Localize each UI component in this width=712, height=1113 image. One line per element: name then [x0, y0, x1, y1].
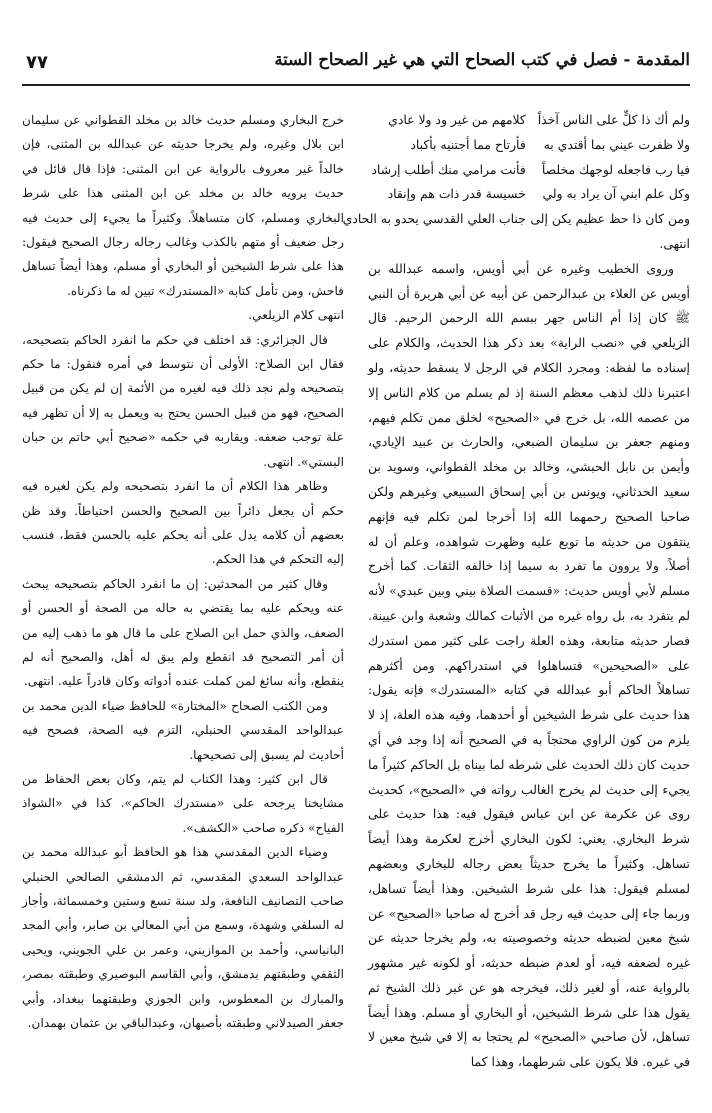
running-header — [22, 44, 690, 78]
header-rule — [22, 84, 690, 86]
body-paragraph: خرج البخاري ومسلم حديث خالد بن مخلد القطواني عن سليمان ابن بلال وغيره، ولم يخرجا حديثه عن عبدالله بن المثنى، فإن خالداً غير معروف بالرواية عن ابن المثنى: فإذا قال قائل في حديث يرويه خالد بن مخلد عن ابن المثنى هذا على شرط البخاري ومسلم، كان متساهلاً. وكثيراً ما يجيء إلى حديث فيه رجل ضعيف أو متهم بالكذب وغالب رجاله رجال الصحيح فيقول: هذا على شرط الشيخين أو البخاري أو مسلم، وهذا أيضاً تساهل فاحش، ومن تأمل كتابه «المستدرك» تبين له ما ذكرناه. — [22, 113, 344, 298]
poem-verse — [368, 182, 690, 207]
quote-end-note: انتهى كلام الزيلعي. — [248, 308, 344, 323]
body-paragraph: وقال كثير من المحدثين: إن ما انفرد الحاكم بتصحيحه يبحث عنه ويحكم عليه بما يقتضي به حاله من الصحة أو الحسن أو الضعف، والذي حمل ابن الصلاح على ما قال هو ما ذهب إليه من أن أمر التصحيح قد انقطع ولم يبق له أهل، والصحيح أنه لم ينقطع، وأنه سائغ لمن كملت عنده أدواته وكان قادراً عليه. انتهى. — [22, 576, 344, 689]
left-column — [22, 108, 344, 1079]
verse-second-hemistich: جناب العلي القدسي يحدو به الحادي — [342, 211, 526, 227]
verse-first-hemistich: ولا ظفرت عيني بما أقتدي به — [543, 136, 690, 152]
body-paragraph: قال الجزائري: قد اختلف في حكم ما انفرد الحاكم بتصحيحه، فقال ابن الصلاح: الأولى أن نتوسط في أمره فنقول: ما حكم بتصحيحه ولم نجد ذلك فيه لغيره من الأئمة إن لم يكن من قبيل الصحيح، فهو من قبيل الحسن يحتج به ويعمل به إلا أن تظهر فيه علة توجب ضعفه. ويقاربه في حكمه «صحيح أبي حاتم بن حبان البستي». انتهى. — [22, 332, 344, 469]
body-paragraph: ومن الكتب الصحاح «المختارة» للحافظ ضياء الدين محمد بن عبدالواحد المقدسي الحنبلي، التزم فيه الصحة، فصحح فيه أحاديث لم يسبق إلى تصحيحها. — [22, 698, 344, 762]
poem-verse — [368, 133, 690, 158]
verse-first-hemistich: ومن كان ذا حظ عظيم يكن إلى — [530, 211, 690, 227]
poem-verse — [342, 207, 690, 232]
verse-second-hemistich: فأرتاح مما أجتنيه بأكباد — [410, 136, 526, 152]
verse-second-hemistich: كلامهم من غير ود ولا عادي — [388, 112, 526, 127]
verse-first-hemistich: وكل علم ابني آن يراد به ولي — [542, 186, 690, 202]
right-column — [342, 108, 690, 1079]
poem — [342, 108, 690, 232]
body-paragraph: وروى الخطيب وغيره عن أبي أويس، واسمه عبدالله بن أويس عن العلاء بن عبدالرحمن عن أبيه عن أبي هريرة أن النبي ﷺ كان إذا أم الناس جهر ببسم الله الرحمن الرحيم. قال الزيلعي في «نصب الراية» بعد ذكر هذا الحديث، والكلام على إسناده ما لفظه: ومجرد الكلام في الرجل لا يسقط حديثه، ولو اعتبرنا ذلك لذهب معظم السنة إذ لم يسلم من كلام الناس إلا من عصمه الله، بل خرج في «الصحيح» لخلق ممن تكلم فيهم، ومنهم جعفر بن سليمان الضبعي، والحارث بن عبيد الإيادي، وأيمن بن نابل الحبشي، وخالد بن مخلد القطواني، وسويد بن سعيد الحدثاني، ويونس بن أبي إسحاق السبيعي وغيرهم ولكن صاحبا الصحيح رحمهما الله إذا أخرجا لمن تكلم فيه فإنهم ينتقون من حديثه ما توبع عليه وظهرت شواهده، وعلم أن له أصلاً. ولا يروون ما تفرد به سيما إذا خالفه الثقات. كما أخرج مسلم لأبي أويس حديث: «قسمت الصلاة بيني وبين عبدي» لأنه لم يتفرد به، بل رواه غيره من الأثبات كمالك وشعبة وابن عيينة. فصار حديثه متابعة، وهذه العلة راجت على كثير ممن استدرك على «الصحيحين» فتساهلوا في استدراكهم. ومن أكثرهم تساهلاً الحاكم أبو عبدالله في كتابه «المستدرك» فإنه يقول: هذا حديث على شرط الشيخين أو أحدهما، وفيه هذه العلة، إذ لا يلزم من كون الراوي محتجاً به في الصحيح أنه إذا وجد في أي حديث كان ذلك الحديث على شرطه لما بيناه بل الحاكم كثيراً ما يجيء إلى حديث لم يخرج الغالب رواته في «الصحيح»، كحديث روى عن عكرمة عن ابن عباس فيقول فيه: هذا حديث على شرط البخاري. يعني: لكون البخاري أخرج لعكرمة وهذا أيضاً تساهل. وكثيراً ما يخرج حديثاً بعض رجاله للبخاري وبعضهم لمسلم فيقول: هذا على شرط الشيخين. وهذا أيضاً تساهل، وربما جاء إلى حديث فيه رجل قد أخرج له صاحبا «الصحيح» عن شيخ معين لضبطه حديثه وخصوصيته به، ولم يخرجا حديثه عن غيره لضعفه فيه، أو لعدم ضبطه حديثه، أو لكونه غير مشهور بالرواية عنه، أو لغير ذلك، فيخرجه هو عن غير ذلك الشيخ ثم يقول هذا على شرط الشيخين، أو البخاري أو مسلم. وهذا أيضاً تساهل، لأن صاحبي «الصحيح» لم يحتجا به إلا في شيخ معين لا في غيره. فلا يكون على شرطهما، وهذا كما — [368, 260, 690, 1070]
poem-end-note: انتهى. — [659, 235, 690, 251]
verse-first-hemistich: فيا رب فاجعله لوجهك مخلصاً — [541, 161, 690, 177]
verse-first-hemistich: ولم أك ذا كلٍّ على الناس آخذاً — [537, 112, 690, 127]
page-number: ٧٧ — [26, 52, 48, 73]
verse-second-hemistich: فأنت مرامي منك أطلب إرشاد — [371, 161, 526, 177]
poem-verse — [368, 108, 690, 133]
body-paragraph: قال ابن كثير: وهذا الكتاب لم يتم، وكان بعض الحفاظ من مشايخنا يرجحه على «مستدرك الحاكم». كذا في «الشواذ الفياح» ذكره صاحب «الكشف». — [22, 771, 344, 835]
poem-verse — [368, 158, 690, 183]
verse-second-hemistich: خسيسة قدر ذات هم وإنقاد — [387, 186, 526, 202]
body-paragraph: وضياء الدين المقدسي هذا هو الحافظ أبو عبدالله محمد بن عبدالواحد السعدي المقدسي، ثم الدمشقي الصالحي الحنبلي صاحب التصانيف النافعة، ولد سنة تسع وستين وخمسمائة، وأجاز له السلفي وشهدة، وسمع من أبي المعالي بن صابر، وأبي المجد البانياسي، وأحمد بن الموازيني، وعمر بن علي الجويني، ويحيى الثقفي وطبقتهم بدمشق، وأبي القاسم البوصيري وطبقته بمصر، والمبارك بن المعطوس، وابن الجوزي وطبقتهما ببغداد، وأبي جعفر الصيدلاني وطبقته بأصبهان، وعبدالباقي بن عثمان بهمدان. — [22, 845, 344, 1031]
body-paragraph: وظاهر هذا الكلام أن ما انفرد بتصحيحه ولم يكن لغيره فيه حكم أن يجعل دائراً بين الصحيح والحسن احتياطاً. وقد ظن بعضهم أن كلامه يدل على أنه يحكم عليه بالحسن فقط، فنسب إليه التحكم في هذا الحكم. — [22, 479, 344, 567]
running-title: المقدمة - فصل في كتب الصحاح التي هي غير الصحاح الستة — [274, 50, 690, 69]
